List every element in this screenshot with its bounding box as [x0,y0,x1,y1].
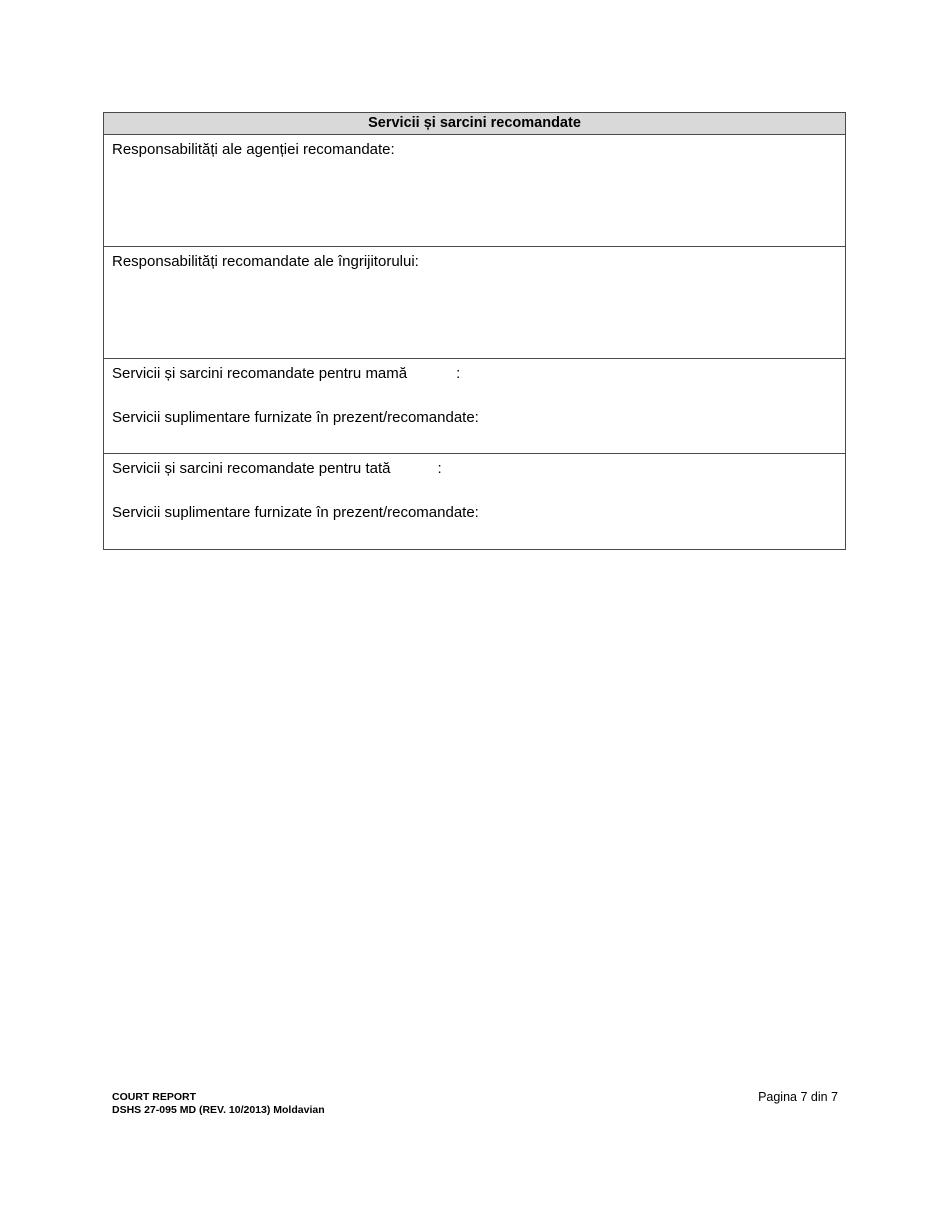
table-header: Servicii și sarcini recomandate [104,113,845,135]
recommended-services-table [103,112,846,550]
mother-services-section[interactable] [104,359,845,454]
mother-services-colon: : [456,365,461,382]
father-services-colon: : [437,460,442,477]
mother-additional-services-label: Servicii suplimentare furnizate în prezent/recomandate: [112,409,479,426]
caregiver-responsibilities-section[interactable] [104,247,845,359]
form-footer [112,1091,325,1117]
father-services-label: Servicii și sarcini recomandate pentru tată [112,460,391,477]
mother-services-line [112,365,837,383]
form-id: DSHS 27-095 MD (REV. 10/2013) Moldavian [112,1104,325,1116]
father-services-section[interactable] [104,454,845,549]
father-additional-services-label: Servicii suplimentare furnizate în prezent/recomandate: [112,504,479,521]
caregiver-responsibilities-label: Responsabilități recomandate ale îngrijitorului: [112,253,419,270]
page-number: Pagina 7 din 7 [758,1090,838,1104]
agency-responsibilities-label: Responsabilități ale agenției recomandate: [112,141,395,158]
agency-responsibilities-section[interactable] [104,135,845,247]
mother-services-label: Servicii și sarcini recomandate pentru mamă [112,365,408,382]
father-services-line [112,460,837,478]
form-name: COURT REPORT [112,1091,196,1103]
